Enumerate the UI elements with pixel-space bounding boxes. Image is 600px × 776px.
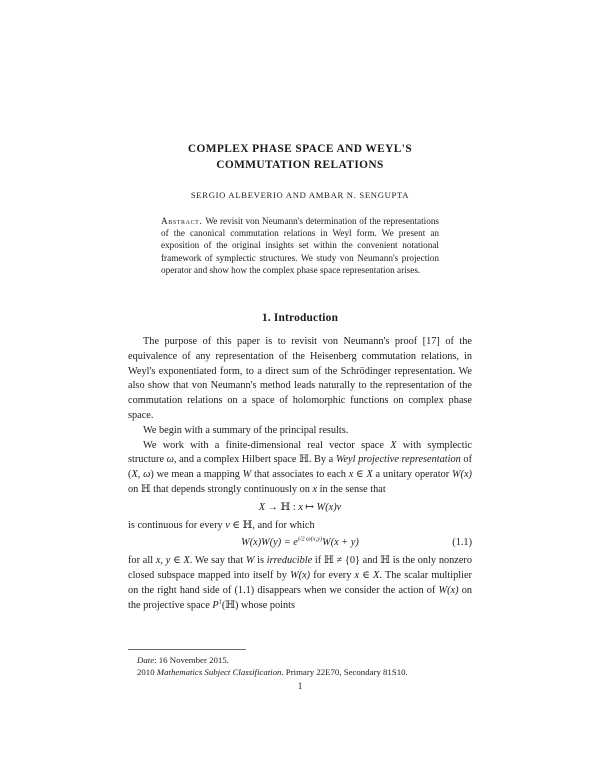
equation-1-1-number: (1.1) xyxy=(452,537,472,549)
display-equation-map: X → ℍ : x ↦ W(x)v xyxy=(258,501,342,513)
paper-title xyxy=(128,142,472,173)
authors-line: SERGIO ALBEVERIO AND AMBAR N. SENGUPTA xyxy=(190,190,410,200)
paragraph-2: We begin with a summary of the principal results. xyxy=(143,424,349,436)
footnote-block xyxy=(128,649,472,678)
display-equation-1-1 xyxy=(128,536,472,551)
body-text xyxy=(128,335,472,613)
paragraph-1: The purpose of this paper is to revisit von Neumann's proof [17] of the equivalence of any representation of the Heisenberg commutation relations, in Weyl's exponentiated form, to a direct sum of the Schrödinger representation. We also show that von Neumann's method leads naturally to the representation of the commutation relations on a space of holomorphic functions on complex phase space. xyxy=(128,336,472,421)
footnote-date: Date: 16 November 2015. xyxy=(137,655,229,665)
footnote-rule xyxy=(128,649,246,650)
footnote-msc: 2010 Mathematics Subject Classification. Primary 22E70, Secondary 81S10. xyxy=(137,667,408,678)
title-line-1: COMPLEX PHASE SPACE AND WEYL'S xyxy=(187,143,413,155)
content-column xyxy=(128,142,472,613)
equation-1-1-body: $W(x)W(y) = e^{i/2 \omega(x,y)}W(x + y)$ xyxy=(241,535,359,549)
section-heading: 1. Introduction xyxy=(261,312,339,325)
paragraph-4: is continuous for every v ∈ ℍ, and for which xyxy=(128,519,315,531)
title-line-2: COMMUTATION RELATIONS xyxy=(216,158,384,171)
abstract-section xyxy=(161,215,439,276)
abstract-label: Abstract. xyxy=(161,216,203,226)
paragraph-3: We work with a finite-dimensional real vector space X with symplectic structure ω, and a complex Hilbert space ℍ. By a Weyl projective representation of (X, ω) we mean a mapping W that associates to each x ∈ X a unitary operator W(x) on ℍ that depends strongly continuously on x in the sense that xyxy=(128,439,473,495)
page-number: 1 xyxy=(297,681,303,691)
paragraph-5: for all x, y ∈ X. We say that W is irreducible if ℍ ≠ {0} and ℍ is the only nonzero closed subspace mapped into itself by W(x) for every x ∈ X. The scalar multiplier on the right hand side of (1.1) disappears when we consider the action of W(x) on the projective space $P^1(ℍ)$ whose points xyxy=(128,555,472,611)
abstract-text: We revisit von Neumann's determination of the representations of the canonical commutation relations in Weyl form. We present an exposition of the original insights set within the convenient notational framework of symplectic structures. We study von Neumann's projection operator and show how the complex phase space representation arises. xyxy=(161,216,439,275)
